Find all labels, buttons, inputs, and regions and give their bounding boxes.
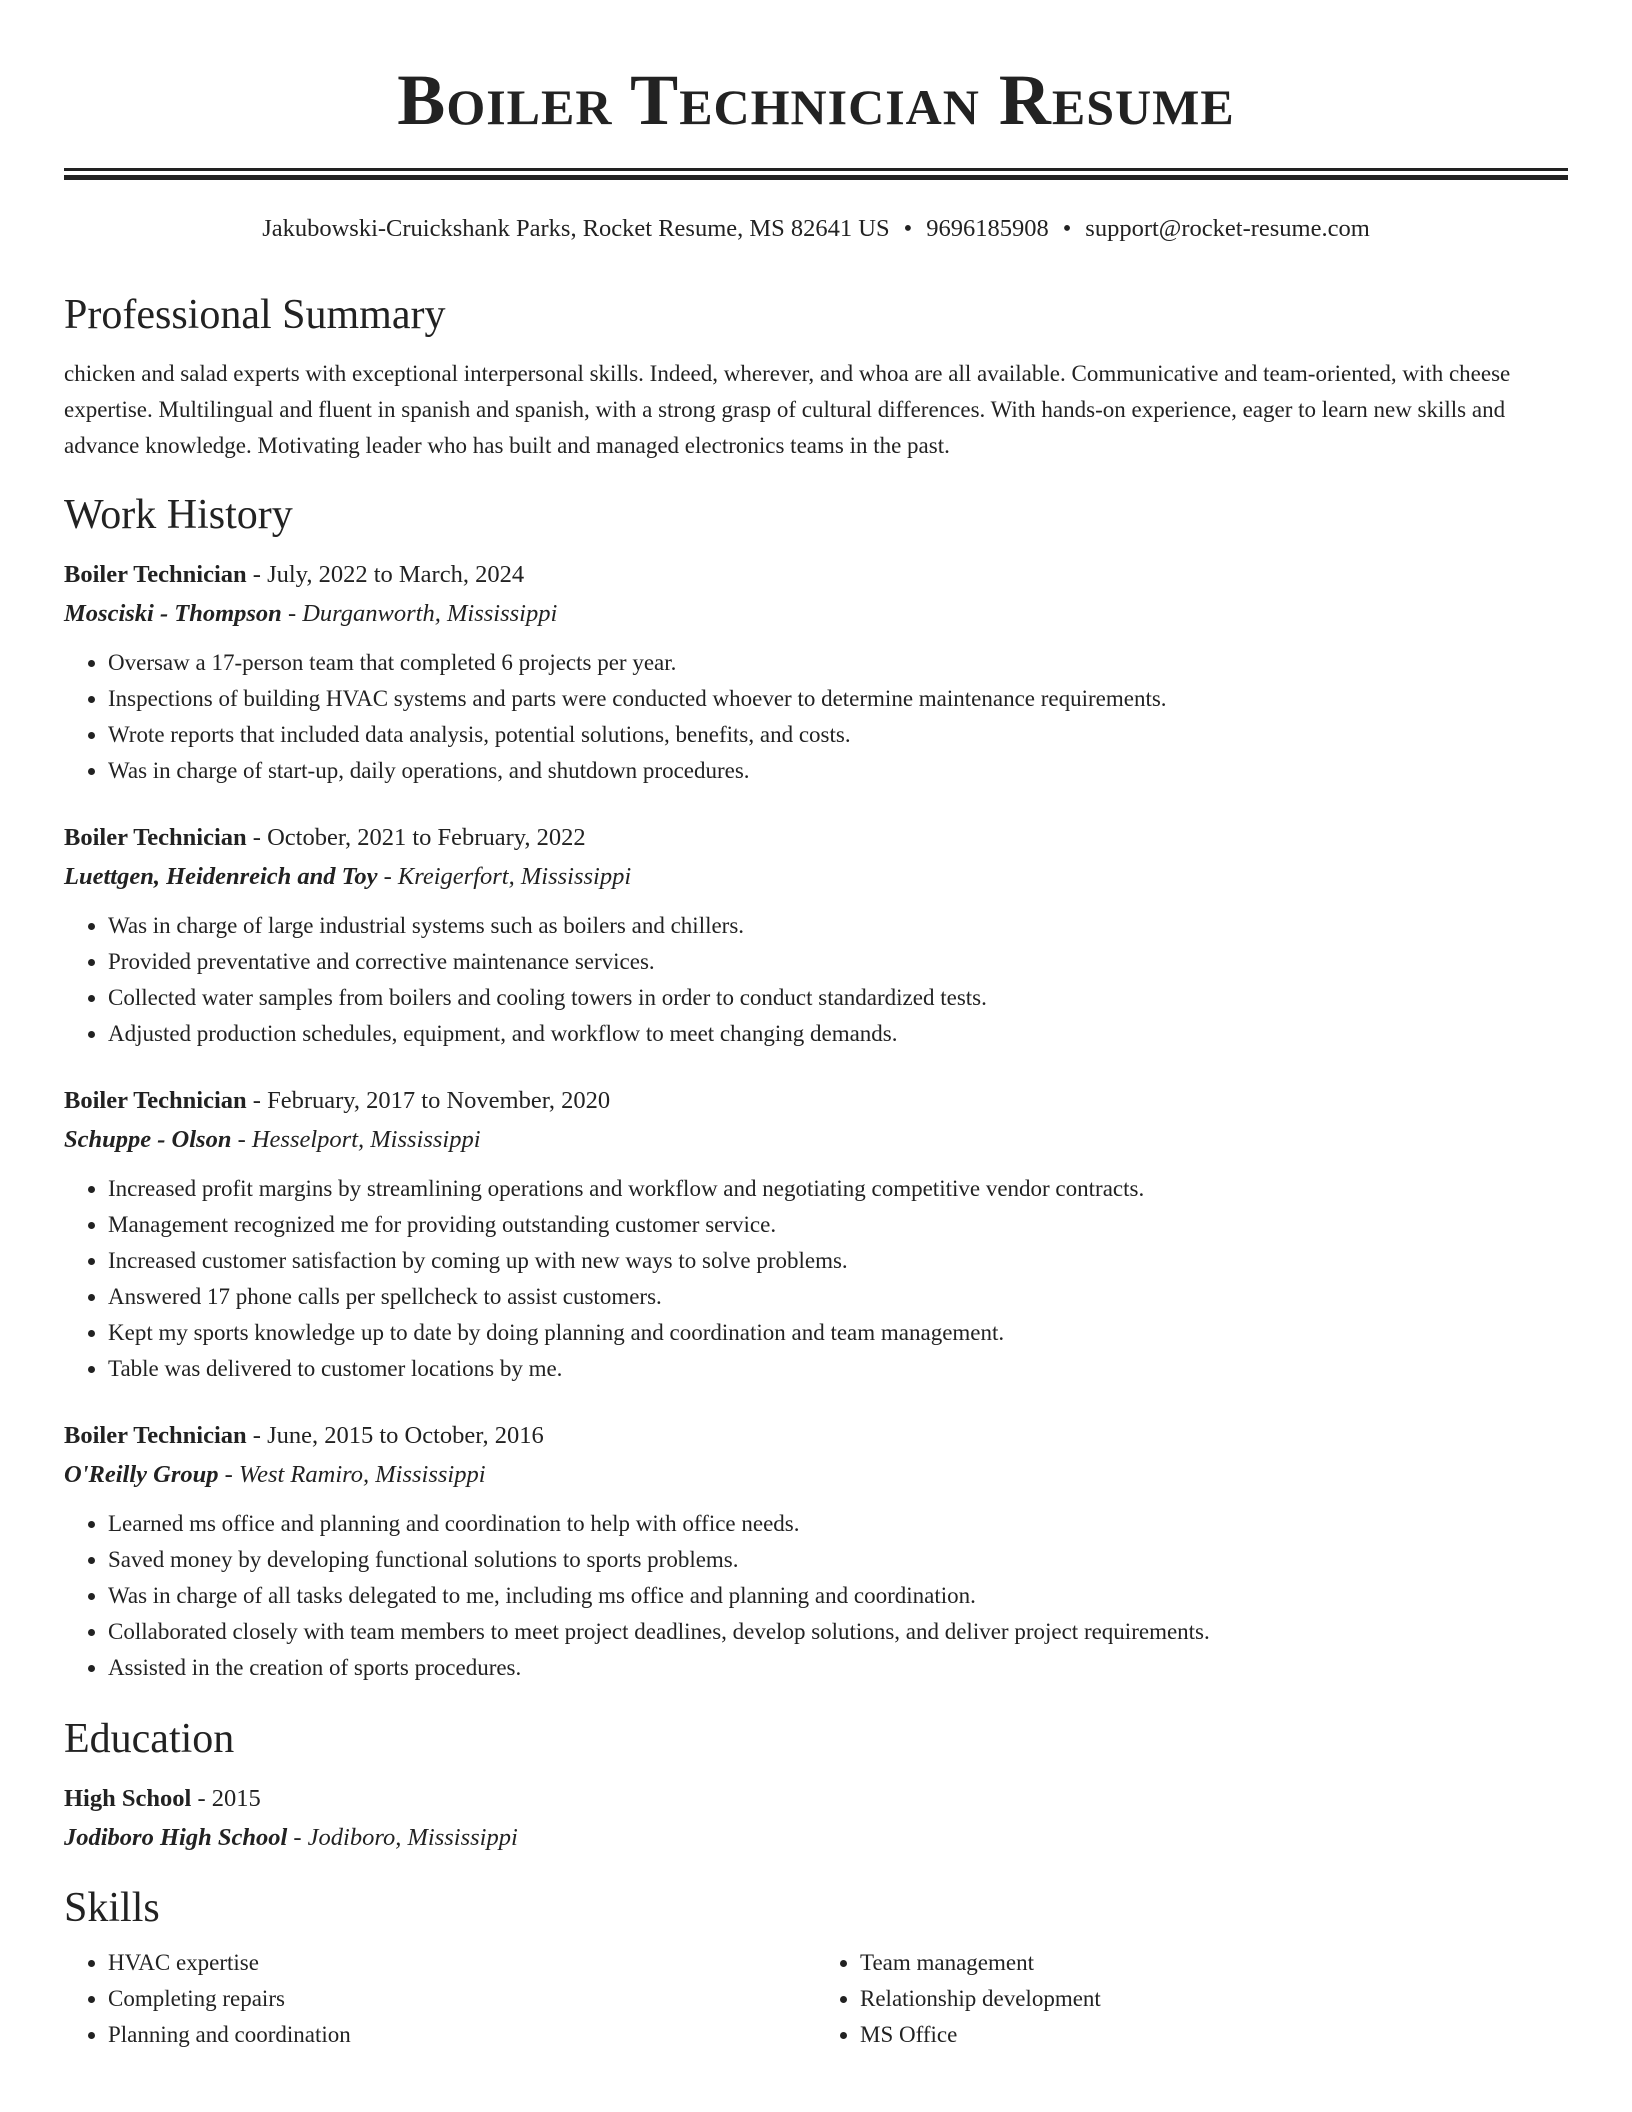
job-entry [64,558,1568,789]
job-employer [64,1123,1568,1157]
skill-item: • HVAC expertise [108,1945,816,1981]
skill-item: • Completing repairs [108,1981,816,2017]
education-entry [64,1782,1568,1855]
skill-item: • Relationship development [860,1981,1568,2017]
job-duties-list [64,1171,1568,1387]
resume-page [64,0,1568,2053]
skills-heading: Skills [64,1885,160,1931]
education-degree: High School [64,1785,192,1812]
job-title: Boiler Technician [64,561,247,588]
resume-title: Boiler Technician Resume [397,60,1235,140]
title-double-rule [64,168,1568,180]
job-location: - Kreigerfort, Mississippi [377,863,632,890]
skill-item: • Planning and coordination [108,2017,816,2053]
job-duty: • Was in charge of all tasks delegated to me, including ms office and planning and coordination. [108,1578,1568,1614]
contact-line [64,214,1568,244]
job-entry [64,821,1568,1052]
job-duty: • Oversaw a 17-person team that completed 6 projects per year. [108,645,1568,681]
skill-item: • MS Office [860,2017,1568,2053]
job-duty: • Management recognized me for providing outstanding customer service. [108,1207,1568,1243]
job-duty: • Assisted in the creation of sports procedures. [108,1650,1568,1686]
education-degree-line [64,1782,1568,1816]
job-dates: - October, 2021 to February, 2022 [246,824,586,851]
contact-phone: 9696185908 [926,215,1049,242]
job-duty: • Increased customer satisfaction by coming up with new ways to solve problems. [108,1243,1568,1279]
job-duty: • Collaborated closely with team members to meet project deadlines, develop solutions, and deliver project requirements. [108,1614,1568,1650]
skills-list-left [64,1945,816,2053]
job-title: Boiler Technician [64,1422,247,1449]
job-duties-list [64,645,1568,789]
job-location: - Durganworth, Mississippi [281,600,558,627]
education-location: - Jodiboro, Mississippi [287,1824,518,1851]
job-dates: - July, 2022 to March, 2024 [246,561,525,588]
skill-item: • Team management [860,1945,1568,1981]
education-school: Jodiboro High School [64,1824,288,1851]
education-heading: Education [64,1716,235,1762]
job-dates: - June, 2015 to October, 2016 [246,1422,544,1449]
contact-address: Jakubowski-Cruickshank Parks, Rocket Resume, MS 82641 US [262,215,890,242]
job-heading [64,1419,1568,1453]
job-location: - West Ramiro, Mississippi [218,1461,486,1488]
job-duty: • Was in charge of large industrial systems such as boilers and chillers. [108,908,1568,944]
job-duty: • Was in charge of start-up, daily operations, and shutdown procedures. [108,753,1568,789]
job-employer [64,860,1568,894]
job-duty: • Answered 17 phone calls per spellcheck to assist customers. [108,1279,1568,1315]
job-location: - Hesselport, Mississippi [231,1126,481,1153]
contact-email: support@rocket-resume.com [1085,215,1370,242]
job-entry [64,1084,1568,1387]
skills-list-right [816,1945,1568,2053]
summary-heading: Professional Summary [64,292,446,338]
skills-columns [64,1945,1568,2053]
job-duty: • Kept my sports knowledge up to date by doing planning and coordination and team management. [108,1315,1568,1351]
job-title: Boiler Technician [64,824,247,851]
job-heading [64,821,1568,855]
job-duties-list [64,1506,1568,1686]
job-duty: • Inspections of building HVAC systems and parts were conducted whoever to determine maintenance requirements. [108,681,1568,717]
job-employer [64,1458,1568,1492]
job-entry [64,1419,1568,1686]
job-duty: • Learned ms office and planning and coordination to help with office needs. [108,1506,1568,1542]
job-duty: • Collected water samples from boilers and cooling towers in order to conduct standardized tests. [108,980,1568,1016]
contact-separator: • [1062,215,1072,242]
job-duty: • Wrote reports that included data analysis, potential solutions, benefits, and costs. [108,717,1568,753]
job-title: Boiler Technician [64,1087,247,1114]
job-dates: - February, 2017 to November, 2020 [246,1087,611,1114]
job-heading [64,1084,1568,1118]
job-company: Mosciski - Thompson [64,600,282,627]
job-company: O'Reilly Group [64,1461,219,1488]
job-company: Schuppe - Olson [64,1126,232,1153]
job-duty: • Provided preventative and corrective maintenance services. [108,944,1568,980]
job-heading [64,558,1568,592]
education-school-line [64,1821,1568,1855]
job-company: Luettgen, Heidenreich and Toy [64,863,378,890]
work-history-heading: Work History [64,492,293,538]
education-year: - 2015 [191,1785,261,1812]
job-duty: • Table was delivered to customer locations by me. [108,1351,1568,1387]
job-duty: • Saved money by developing functional solutions to sports problems. [108,1542,1568,1578]
job-duty: • Increased profit margins by streamlining operations and workflow and negotiating competitive vendor contracts. [108,1171,1568,1207]
contact-separator: • [903,215,913,242]
job-employer [64,597,1568,631]
job-duties-list [64,908,1568,1052]
job-duty: • Adjusted production schedules, equipment, and workflow to meet changing demands. [108,1016,1568,1052]
summary-text: chicken and salad experts with exceptional interpersonal skills. Indeed, wherever, and whoa are all available. Communicative and team-oriented, with cheese expertise. Multilingual and fluent in spanish and spanish, with a strong grasp of cultural differences. With hands-on experience, eager to learn new skills and advance knowledge. Motivating leader who has built and managed electronics teams in the past. [64,361,1511,458]
